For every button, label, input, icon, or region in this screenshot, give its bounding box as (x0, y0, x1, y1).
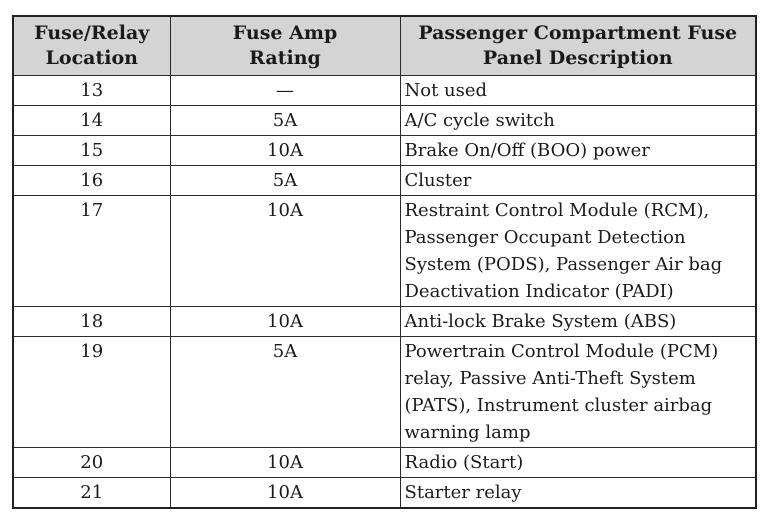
cell-description: Brake On/Off (BOO) power (400, 136, 756, 166)
header-description-line1: Passenger Compartment Fuse (418, 22, 738, 44)
cell-description: Radio (Start) (400, 448, 756, 478)
cell-location: 17 (13, 196, 170, 307)
cell-rating: 10A (170, 448, 400, 478)
table-row (13, 136, 756, 166)
cell-rating: 5A (170, 166, 400, 196)
cell-description: Cluster (400, 166, 756, 196)
table-header (13, 16, 756, 76)
table-row (13, 106, 756, 136)
header-rating-line1: Fuse Amp (232, 22, 338, 44)
header-rating-line2: Rating (249, 47, 321, 69)
header-location (13, 16, 170, 76)
cell-description: Not used (400, 76, 756, 106)
table-row (13, 307, 756, 337)
table-body (13, 76, 756, 509)
fuse-table-container (12, 15, 757, 509)
table-row (13, 478, 756, 509)
table-row (13, 196, 756, 307)
cell-rating: 10A (170, 307, 400, 337)
cell-location: 15 (13, 136, 170, 166)
cell-location: 20 (13, 448, 170, 478)
header-location-line1: Fuse/Relay (34, 22, 150, 44)
cell-rating: 10A (170, 136, 400, 166)
header-rating (170, 16, 400, 76)
cell-location: 18 (13, 307, 170, 337)
cell-location: 16 (13, 166, 170, 196)
cell-rating: 10A (170, 196, 400, 307)
cell-description: Powertrain Control Module (PCM) relay, Passive Anti-Theft System (PATS), Instrument cluster airbag warning lamp (400, 337, 756, 448)
fuse-table (12, 15, 757, 509)
cell-rating: 5A (170, 337, 400, 448)
cell-location: 21 (13, 478, 170, 509)
table-row (13, 448, 756, 478)
cell-rating: — (170, 76, 400, 106)
header-description-line2: Panel Description (482, 47, 673, 69)
header-row (13, 16, 756, 76)
cell-rating: 10A (170, 478, 400, 509)
cell-description: Starter relay (400, 478, 756, 509)
table-row (13, 166, 756, 196)
cell-location: 13 (13, 76, 170, 106)
cell-description: Restraint Control Module (RCM), Passenger Occupant Detection System (PODS), Passenger Air bag Deactivation Indicator (PADI) (400, 196, 756, 307)
cell-rating: 5A (170, 106, 400, 136)
header-location-line2: Location (45, 47, 138, 69)
table-row (13, 337, 756, 448)
cell-location: 14 (13, 106, 170, 136)
header-description (400, 16, 756, 76)
cell-description: Anti-lock Brake System (ABS) (400, 307, 756, 337)
cell-location: 19 (13, 337, 170, 448)
table-row (13, 76, 756, 106)
cell-description: A/C cycle switch (400, 106, 756, 136)
